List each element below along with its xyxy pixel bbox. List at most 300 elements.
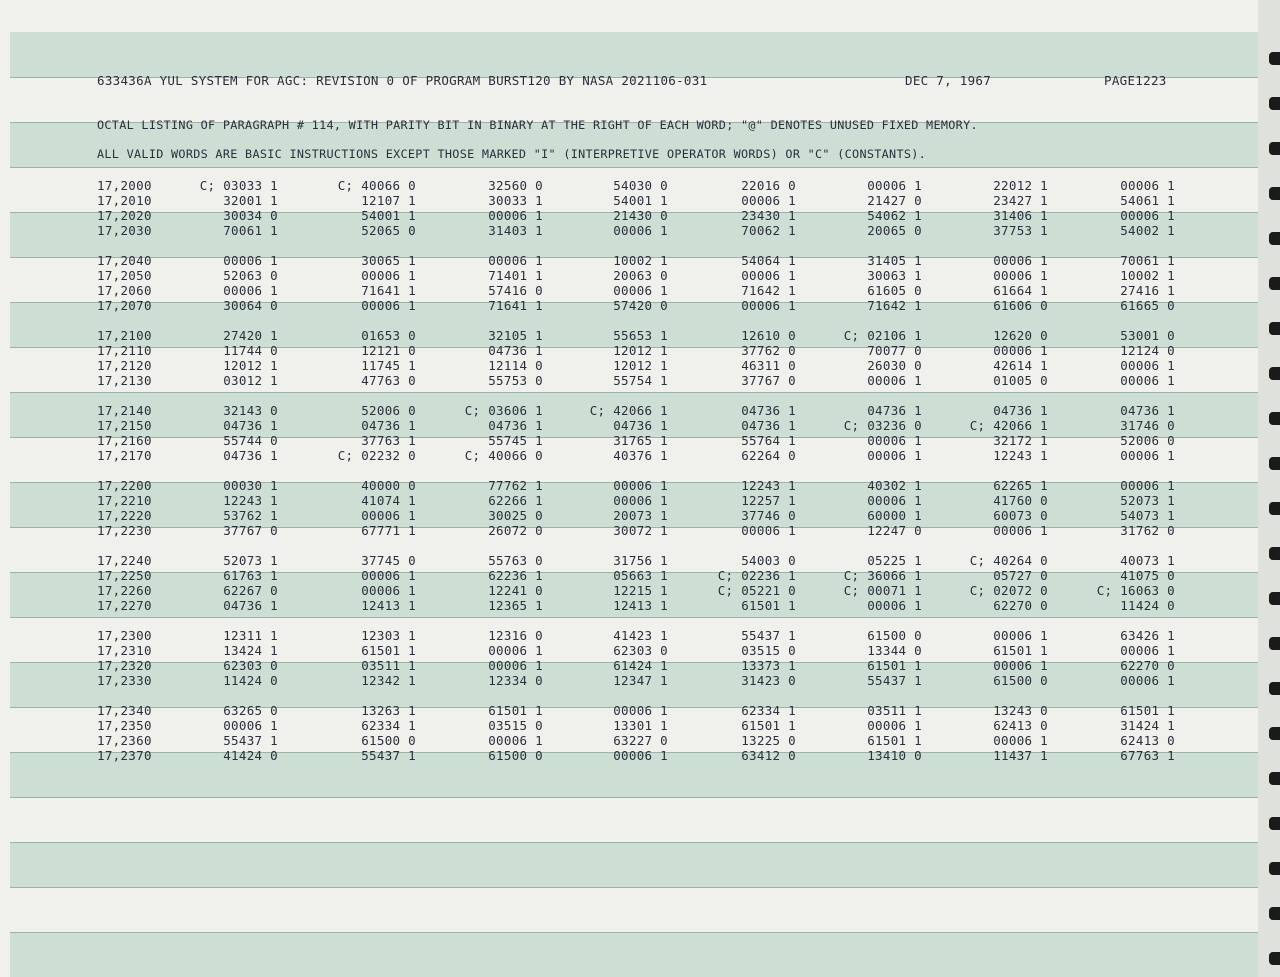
sprocket-hole bbox=[1269, 817, 1280, 830]
octal-word-cell: 00006 1 bbox=[361, 508, 416, 523]
octal-word-cell: 05727 0 bbox=[993, 568, 1048, 583]
octal-word-cell: 54003 0 bbox=[741, 553, 796, 568]
address-cell: 17,2130 bbox=[97, 373, 152, 388]
sprocket-hole bbox=[1269, 322, 1280, 335]
octal-word-cell: 61501 1 bbox=[1120, 703, 1175, 718]
octal-word-cell: C; 16063 0 bbox=[1096, 583, 1175, 598]
octal-word-cell: 37767 0 bbox=[223, 523, 278, 538]
octal-word-cell: 60073 0 bbox=[993, 508, 1048, 523]
octal-word-cell: 31746 0 bbox=[1120, 418, 1175, 433]
caption-line-2: ALL VALID WORDS ARE BASIC INSTRUCTIONS EXCEPT THOSE MARKED "I" (INTERPRETIVE OPERATOR WORDS) OR "C" (CONSTANTS). bbox=[97, 147, 927, 161]
octal-word-cell: 62413 0 bbox=[993, 718, 1048, 733]
octal-word-cell: 12121 0 bbox=[361, 343, 416, 358]
octal-word-cell: 63426 1 bbox=[1120, 628, 1175, 643]
octal-word-cell: 26072 0 bbox=[488, 523, 543, 538]
octal-word-cell: 61424 1 bbox=[613, 658, 668, 673]
sprocket-hole bbox=[1269, 97, 1280, 110]
octal-word-cell: 52006 0 bbox=[361, 403, 416, 418]
octal-word-cell: 32105 1 bbox=[488, 328, 543, 343]
octal-word-cell: 00006 1 bbox=[488, 208, 543, 223]
greenbar-rule bbox=[10, 167, 1258, 168]
sprocket-hole bbox=[1269, 907, 1280, 920]
octal-word-cell: 31405 1 bbox=[867, 253, 922, 268]
octal-word-cell: 12241 0 bbox=[488, 583, 543, 598]
octal-word-cell: 00006 1 bbox=[867, 598, 922, 613]
octal-word-cell: C; 00071 1 bbox=[843, 583, 922, 598]
octal-word-cell: 00006 1 bbox=[488, 643, 543, 658]
octal-word-cell: 62303 0 bbox=[223, 658, 278, 673]
octal-word-cell: 52073 1 bbox=[223, 553, 278, 568]
octal-word-cell: 00006 1 bbox=[361, 298, 416, 313]
greenbar-rule bbox=[10, 392, 1258, 393]
octal-word-cell: 37753 1 bbox=[993, 223, 1048, 238]
octal-word-cell: 12311 1 bbox=[223, 628, 278, 643]
octal-word-cell: 00006 1 bbox=[613, 493, 668, 508]
octal-word-cell: 55437 1 bbox=[361, 748, 416, 763]
sprocket-hole bbox=[1269, 142, 1280, 155]
octal-word-cell: 30065 1 bbox=[361, 253, 416, 268]
octal-word-cell: 00030 1 bbox=[223, 478, 278, 493]
greenbar-rule bbox=[10, 617, 1258, 618]
octal-word-cell: 52006 0 bbox=[1120, 433, 1175, 448]
octal-word-cell: 70062 1 bbox=[741, 223, 796, 238]
octal-word-cell: 70061 1 bbox=[223, 223, 278, 238]
octal-word-cell: 61500 0 bbox=[867, 628, 922, 643]
octal-word-cell: 61500 0 bbox=[488, 748, 543, 763]
octal-word-cell: 03515 0 bbox=[488, 718, 543, 733]
sprocket-hole bbox=[1269, 367, 1280, 380]
address-cell: 17,2120 bbox=[97, 358, 152, 373]
octal-word-cell: 55745 1 bbox=[488, 433, 543, 448]
octal-word-cell: 57416 0 bbox=[488, 283, 543, 298]
octal-word-cell: 67763 1 bbox=[1120, 748, 1175, 763]
octal-word-cell: 54062 1 bbox=[867, 208, 922, 223]
octal-word-cell: 62270 0 bbox=[993, 598, 1048, 613]
octal-word-cell: 00006 1 bbox=[1120, 673, 1175, 688]
address-cell: 17,2150 bbox=[97, 418, 152, 433]
octal-word-cell: 54064 1 bbox=[741, 253, 796, 268]
sprocket-hole bbox=[1269, 277, 1280, 290]
octal-word-cell: 53762 1 bbox=[223, 508, 278, 523]
octal-word-cell: 30025 0 bbox=[488, 508, 543, 523]
octal-word-cell: 63265 0 bbox=[223, 703, 278, 718]
octal-word-cell: 00006 1 bbox=[1120, 373, 1175, 388]
octal-word-cell: 10002 1 bbox=[613, 253, 668, 268]
octal-word-cell: 05225 1 bbox=[867, 553, 922, 568]
address-cell: 17,2160 bbox=[97, 433, 152, 448]
address-cell: 17,2330 bbox=[97, 673, 152, 688]
address-cell: 17,2360 bbox=[97, 733, 152, 748]
octal-word-cell: 77762 1 bbox=[488, 478, 543, 493]
address-cell: 17,2300 bbox=[97, 628, 152, 643]
caption-line-1: OCTAL LISTING OF PARAGRAPH # 114, WITH PARITY BIT IN BINARY AT THE RIGHT OF EACH WORD; "@" DENOTES UNUSED FIXED MEMORY. bbox=[97, 118, 978, 132]
address-cell: 17,2220 bbox=[97, 508, 152, 523]
octal-word-cell: C; 03606 1 bbox=[464, 403, 543, 418]
address-cell: 17,2050 bbox=[97, 268, 152, 283]
octal-word-cell: 31406 1 bbox=[993, 208, 1048, 223]
octal-word-cell: C; 42066 1 bbox=[969, 418, 1048, 433]
octal-word-cell: 00006 1 bbox=[993, 733, 1048, 748]
octal-word-cell: 12257 1 bbox=[741, 493, 796, 508]
octal-word-cell: 32172 1 bbox=[993, 433, 1048, 448]
octal-word-cell: 42614 1 bbox=[993, 358, 1048, 373]
octal-word-cell: 54001 1 bbox=[613, 193, 668, 208]
octal-word-cell: 00006 1 bbox=[993, 628, 1048, 643]
greenbar-rule bbox=[10, 932, 1258, 933]
address-cell: 17,2350 bbox=[97, 718, 152, 733]
octal-word-cell: 00006 1 bbox=[1120, 643, 1175, 658]
octal-word-cell: 55753 0 bbox=[488, 373, 543, 388]
octal-word-cell: 13424 1 bbox=[223, 643, 278, 658]
octal-word-cell: 12114 0 bbox=[488, 358, 543, 373]
sprocket-hole bbox=[1269, 592, 1280, 605]
octal-word-cell: 00006 1 bbox=[613, 223, 668, 238]
octal-word-cell: 61501 1 bbox=[867, 658, 922, 673]
sprocket-hole bbox=[1269, 727, 1280, 740]
address-cell: 17,2340 bbox=[97, 703, 152, 718]
octal-word-cell: 32560 0 bbox=[488, 178, 543, 193]
octal-word-cell: C; 40066 0 bbox=[464, 448, 543, 463]
sprocket-hole bbox=[1269, 862, 1280, 875]
address-cell: 17,2210 bbox=[97, 493, 152, 508]
octal-word-cell: 00006 1 bbox=[741, 193, 796, 208]
octal-word-cell: 00006 1 bbox=[867, 433, 922, 448]
address-cell: 17,2060 bbox=[97, 283, 152, 298]
octal-word-cell: 04736 1 bbox=[488, 418, 543, 433]
sprocket-hole bbox=[1269, 772, 1280, 785]
octal-word-cell: 61763 1 bbox=[223, 568, 278, 583]
octal-word-cell: 22016 0 bbox=[741, 178, 796, 193]
octal-word-cell: C; 36066 1 bbox=[843, 568, 922, 583]
octal-word-cell: 52063 0 bbox=[223, 268, 278, 283]
octal-word-cell: 12620 0 bbox=[993, 328, 1048, 343]
octal-word-cell: 12243 1 bbox=[223, 493, 278, 508]
address-cell: 17,2000 bbox=[97, 178, 152, 193]
octal-word-cell: 62264 0 bbox=[741, 448, 796, 463]
octal-word-cell: 03515 0 bbox=[741, 643, 796, 658]
octal-word-cell: 53001 0 bbox=[1120, 328, 1175, 343]
octal-word-cell: 31765 1 bbox=[613, 433, 668, 448]
octal-word-cell: 12012 1 bbox=[223, 358, 278, 373]
octal-word-cell: 55754 1 bbox=[613, 373, 668, 388]
octal-word-cell: 67771 1 bbox=[361, 523, 416, 538]
octal-word-cell: 22012 1 bbox=[993, 178, 1048, 193]
octal-word-cell: 00006 1 bbox=[361, 568, 416, 583]
octal-word-cell: 13225 0 bbox=[741, 733, 796, 748]
octal-word-cell: 00006 1 bbox=[223, 718, 278, 733]
octal-word-cell: 62267 0 bbox=[223, 583, 278, 598]
octal-word-cell: 52065 0 bbox=[361, 223, 416, 238]
octal-word-cell: 61501 1 bbox=[993, 643, 1048, 658]
octal-word-cell: 71401 1 bbox=[488, 268, 543, 283]
octal-word-cell: 61501 1 bbox=[741, 598, 796, 613]
address-cell: 17,2170 bbox=[97, 448, 152, 463]
sprocket-hole bbox=[1269, 232, 1280, 245]
octal-word-cell: 32001 1 bbox=[223, 193, 278, 208]
octal-word-cell: 04736 1 bbox=[741, 418, 796, 433]
octal-word-cell: 10002 1 bbox=[1120, 268, 1175, 283]
octal-word-cell: 00006 1 bbox=[867, 178, 922, 193]
octal-word-cell: 71642 1 bbox=[867, 298, 922, 313]
octal-word-cell: 55764 1 bbox=[741, 433, 796, 448]
sprocket-hole bbox=[1269, 52, 1280, 65]
octal-word-cell: 04736 1 bbox=[867, 403, 922, 418]
octal-word-cell: 62236 1 bbox=[488, 568, 543, 583]
octal-word-cell: 70061 1 bbox=[1120, 253, 1175, 268]
octal-word-cell: 12012 1 bbox=[613, 343, 668, 358]
address-cell: 17,2370 bbox=[97, 748, 152, 763]
sprocket-hole bbox=[1269, 682, 1280, 695]
octal-word-cell: 30034 0 bbox=[223, 208, 278, 223]
octal-word-cell: 54061 1 bbox=[1120, 193, 1175, 208]
octal-word-cell: 12243 1 bbox=[741, 478, 796, 493]
address-cell: 17,2040 bbox=[97, 253, 152, 268]
octal-word-cell: C; 40066 0 bbox=[337, 178, 416, 193]
octal-word-cell: 01653 0 bbox=[361, 328, 416, 343]
octal-word-cell: 04736 1 bbox=[613, 418, 668, 433]
octal-word-cell: 30033 1 bbox=[488, 193, 543, 208]
octal-word-cell: 55437 1 bbox=[741, 628, 796, 643]
octal-word-cell: 12413 1 bbox=[361, 598, 416, 613]
octal-word-cell: C; 02106 1 bbox=[843, 328, 922, 343]
address-cell: 17,2030 bbox=[97, 223, 152, 238]
octal-word-cell: 12243 1 bbox=[993, 448, 1048, 463]
address-cell: 17,2020 bbox=[97, 208, 152, 223]
listing-header-title: 633436A YUL SYSTEM FOR AGC: REVISION 0 OF PROGRAM BURST120 BY NASA 2021106-031 bbox=[97, 73, 708, 88]
address-cell: 17,2250 bbox=[97, 568, 152, 583]
octal-word-cell: 13344 0 bbox=[867, 643, 922, 658]
octal-word-cell: 12124 0 bbox=[1120, 343, 1175, 358]
octal-word-cell: 12347 1 bbox=[613, 673, 668, 688]
octal-word-cell: 40000 0 bbox=[361, 478, 416, 493]
octal-word-cell: 05663 1 bbox=[613, 568, 668, 583]
address-cell: 17,2320 bbox=[97, 658, 152, 673]
octal-word-cell: 31762 0 bbox=[1120, 523, 1175, 538]
octal-word-cell: 40302 1 bbox=[867, 478, 922, 493]
sprocket-hole bbox=[1269, 457, 1280, 470]
octal-word-cell: 12012 1 bbox=[613, 358, 668, 373]
octal-word-cell: 12334 0 bbox=[488, 673, 543, 688]
sprocket-hole bbox=[1269, 502, 1280, 515]
greenbar-band bbox=[10, 932, 1258, 977]
address-cell: 17,2310 bbox=[97, 643, 152, 658]
address-cell: 17,2010 bbox=[97, 193, 152, 208]
octal-word-cell: 20065 0 bbox=[867, 223, 922, 238]
octal-word-cell: 60000 1 bbox=[867, 508, 922, 523]
octal-word-cell: 30064 0 bbox=[223, 298, 278, 313]
octal-word-cell: 37746 0 bbox=[741, 508, 796, 523]
greenbar-rule bbox=[10, 842, 1258, 843]
octal-word-cell: 61501 1 bbox=[361, 643, 416, 658]
octal-word-cell: 40073 1 bbox=[1120, 553, 1175, 568]
address-cell: 17,2070 bbox=[97, 298, 152, 313]
octal-word-cell: 55763 0 bbox=[488, 553, 543, 568]
octal-word-cell: 40376 1 bbox=[613, 448, 668, 463]
octal-word-cell: 04736 1 bbox=[1120, 403, 1175, 418]
octal-word-cell: 27420 1 bbox=[223, 328, 278, 343]
octal-word-cell: 62413 0 bbox=[1120, 733, 1175, 748]
octal-word-cell: C; 02072 0 bbox=[969, 583, 1048, 598]
address-cell: 17,2100 bbox=[97, 328, 152, 343]
octal-word-cell: 03012 1 bbox=[223, 373, 278, 388]
octal-word-cell: 61500 0 bbox=[993, 673, 1048, 688]
octal-word-cell: 57420 0 bbox=[613, 298, 668, 313]
octal-word-cell: 55744 0 bbox=[223, 433, 278, 448]
octal-word-cell: 11437 1 bbox=[993, 748, 1048, 763]
octal-word-cell: 30072 1 bbox=[613, 523, 668, 538]
octal-word-cell: 37762 0 bbox=[741, 343, 796, 358]
octal-word-cell: 00006 1 bbox=[993, 253, 1048, 268]
octal-word-cell: 63412 0 bbox=[741, 748, 796, 763]
octal-word-cell: 61500 0 bbox=[361, 733, 416, 748]
octal-word-cell: 21430 0 bbox=[613, 208, 668, 223]
octal-word-cell: 21427 0 bbox=[867, 193, 922, 208]
octal-word-cell: C; 05221 0 bbox=[717, 583, 796, 598]
octal-word-cell: 00006 1 bbox=[488, 253, 543, 268]
octal-word-cell: 62265 1 bbox=[993, 478, 1048, 493]
octal-word-cell: 61605 0 bbox=[867, 283, 922, 298]
octal-word-cell: 11745 1 bbox=[361, 358, 416, 373]
address-cell: 17,2110 bbox=[97, 343, 152, 358]
octal-word-cell: 26030 0 bbox=[867, 358, 922, 373]
octal-word-cell: 37763 1 bbox=[361, 433, 416, 448]
octal-word-cell: 00006 1 bbox=[613, 703, 668, 718]
greenbar-rule bbox=[10, 797, 1258, 798]
octal-word-cell: 00006 1 bbox=[1120, 448, 1175, 463]
octal-word-cell: 00006 1 bbox=[993, 268, 1048, 283]
octal-word-cell: 11744 0 bbox=[223, 343, 278, 358]
address-cell: 17,2270 bbox=[97, 598, 152, 613]
octal-word-cell: 00006 1 bbox=[993, 658, 1048, 673]
octal-word-cell: 12107 1 bbox=[361, 193, 416, 208]
octal-word-cell: 00006 1 bbox=[223, 253, 278, 268]
octal-word-cell: 00006 1 bbox=[223, 283, 278, 298]
address-cell: 17,2140 bbox=[97, 403, 152, 418]
octal-word-cell: 12316 0 bbox=[488, 628, 543, 643]
octal-word-cell: 54002 1 bbox=[1120, 223, 1175, 238]
octal-word-cell: C; 03236 0 bbox=[843, 418, 922, 433]
address-cell: 17,2200 bbox=[97, 478, 152, 493]
octal-word-cell: 00006 1 bbox=[613, 748, 668, 763]
sprocket-hole bbox=[1269, 952, 1280, 965]
octal-word-cell: 11424 0 bbox=[223, 673, 278, 688]
octal-word-cell: 47763 0 bbox=[361, 373, 416, 388]
octal-word-cell: 61501 1 bbox=[741, 718, 796, 733]
octal-word-cell: 00006 1 bbox=[488, 658, 543, 673]
octal-word-cell: 61501 1 bbox=[488, 703, 543, 718]
octal-word-cell: 61665 0 bbox=[1120, 298, 1175, 313]
octal-word-cell: 61606 0 bbox=[993, 298, 1048, 313]
listing-header-date: DEC 7, 1967 bbox=[905, 73, 992, 88]
octal-word-cell: 13373 1 bbox=[741, 658, 796, 673]
octal-word-cell: 55437 1 bbox=[223, 733, 278, 748]
octal-word-cell: 00006 1 bbox=[1120, 208, 1175, 223]
octal-word-cell: 20073 1 bbox=[613, 508, 668, 523]
octal-word-cell: 31423 0 bbox=[741, 673, 796, 688]
octal-word-cell: 11424 0 bbox=[1120, 598, 1175, 613]
octal-word-cell: 41074 1 bbox=[361, 493, 416, 508]
octal-word-cell: 00006 1 bbox=[741, 298, 796, 313]
octal-word-cell: 62303 0 bbox=[613, 643, 668, 658]
octal-word-cell: 00006 1 bbox=[867, 493, 922, 508]
octal-word-cell: 00006 1 bbox=[867, 448, 922, 463]
octal-word-cell: 12303 1 bbox=[361, 628, 416, 643]
octal-word-cell: 00006 1 bbox=[867, 718, 922, 733]
sprocket-hole bbox=[1269, 187, 1280, 200]
greenbar-band bbox=[10, 842, 1258, 887]
octal-word-cell: 27416 1 bbox=[1120, 283, 1175, 298]
octal-word-cell: 54001 1 bbox=[361, 208, 416, 223]
octal-word-cell: 63227 0 bbox=[613, 733, 668, 748]
octal-word-cell: 00006 1 bbox=[1120, 178, 1175, 193]
octal-word-cell: 12610 0 bbox=[741, 328, 796, 343]
octal-word-cell: 54073 1 bbox=[1120, 508, 1175, 523]
octal-word-cell: 31424 1 bbox=[1120, 718, 1175, 733]
octal-word-cell: 32143 0 bbox=[223, 403, 278, 418]
octal-word-cell: 00006 1 bbox=[1120, 478, 1175, 493]
octal-word-cell: C; 40264 0 bbox=[969, 553, 1048, 568]
octal-word-cell: 04736 1 bbox=[741, 403, 796, 418]
octal-word-cell: 41760 0 bbox=[993, 493, 1048, 508]
octal-word-cell: 62266 1 bbox=[488, 493, 543, 508]
address-cell: 17,2240 bbox=[97, 553, 152, 568]
octal-word-cell: 41423 1 bbox=[613, 628, 668, 643]
address-cell: 17,2260 bbox=[97, 583, 152, 598]
octal-word-cell: 41424 0 bbox=[223, 748, 278, 763]
octal-word-cell: 03511 1 bbox=[867, 703, 922, 718]
octal-word-cell: C; 42066 1 bbox=[589, 403, 668, 418]
octal-word-cell: 30063 1 bbox=[867, 268, 922, 283]
octal-word-cell: 71642 1 bbox=[741, 283, 796, 298]
octal-word-cell: 70077 0 bbox=[867, 343, 922, 358]
octal-word-cell: 55653 1 bbox=[613, 328, 668, 343]
octal-word-cell: 13410 0 bbox=[867, 748, 922, 763]
listing-header-page: PAGE1223 bbox=[1104, 73, 1167, 88]
octal-word-cell: 12365 1 bbox=[488, 598, 543, 613]
greenbar-band bbox=[10, 32, 1258, 77]
octal-word-cell: 00006 1 bbox=[741, 523, 796, 538]
octal-word-cell: 04736 1 bbox=[361, 418, 416, 433]
octal-word-cell: 00006 1 bbox=[993, 523, 1048, 538]
sprocket-hole bbox=[1269, 412, 1280, 425]
octal-word-cell: 23427 1 bbox=[993, 193, 1048, 208]
octal-word-cell: 71641 1 bbox=[488, 298, 543, 313]
octal-word-cell: 00006 1 bbox=[488, 733, 543, 748]
octal-word-cell: 00006 1 bbox=[361, 268, 416, 283]
octal-word-cell: 61664 1 bbox=[993, 283, 1048, 298]
octal-word-cell: 13301 1 bbox=[613, 718, 668, 733]
octal-word-cell: 00006 1 bbox=[993, 343, 1048, 358]
octal-word-cell: 31403 1 bbox=[488, 223, 543, 238]
octal-word-cell: 00006 1 bbox=[361, 583, 416, 598]
octal-word-cell: 04736 1 bbox=[993, 403, 1048, 418]
octal-word-cell: 41075 0 bbox=[1120, 568, 1175, 583]
octal-word-cell: 13243 0 bbox=[993, 703, 1048, 718]
octal-word-cell: 04736 1 bbox=[223, 448, 278, 463]
octal-word-cell: 31756 1 bbox=[613, 553, 668, 568]
octal-word-cell: 12413 1 bbox=[613, 598, 668, 613]
octal-word-cell: 00006 1 bbox=[867, 373, 922, 388]
octal-word-cell: 12342 1 bbox=[361, 673, 416, 688]
octal-word-cell: 71641 1 bbox=[361, 283, 416, 298]
octal-word-cell: 13263 1 bbox=[361, 703, 416, 718]
octal-word-cell: 12215 1 bbox=[613, 583, 668, 598]
octal-word-cell: C; 02236 1 bbox=[717, 568, 796, 583]
octal-word-cell: 04736 1 bbox=[488, 343, 543, 358]
octal-word-cell: C; 02232 0 bbox=[337, 448, 416, 463]
octal-word-cell: 62334 1 bbox=[741, 703, 796, 718]
octal-word-cell: 04736 1 bbox=[223, 598, 278, 613]
